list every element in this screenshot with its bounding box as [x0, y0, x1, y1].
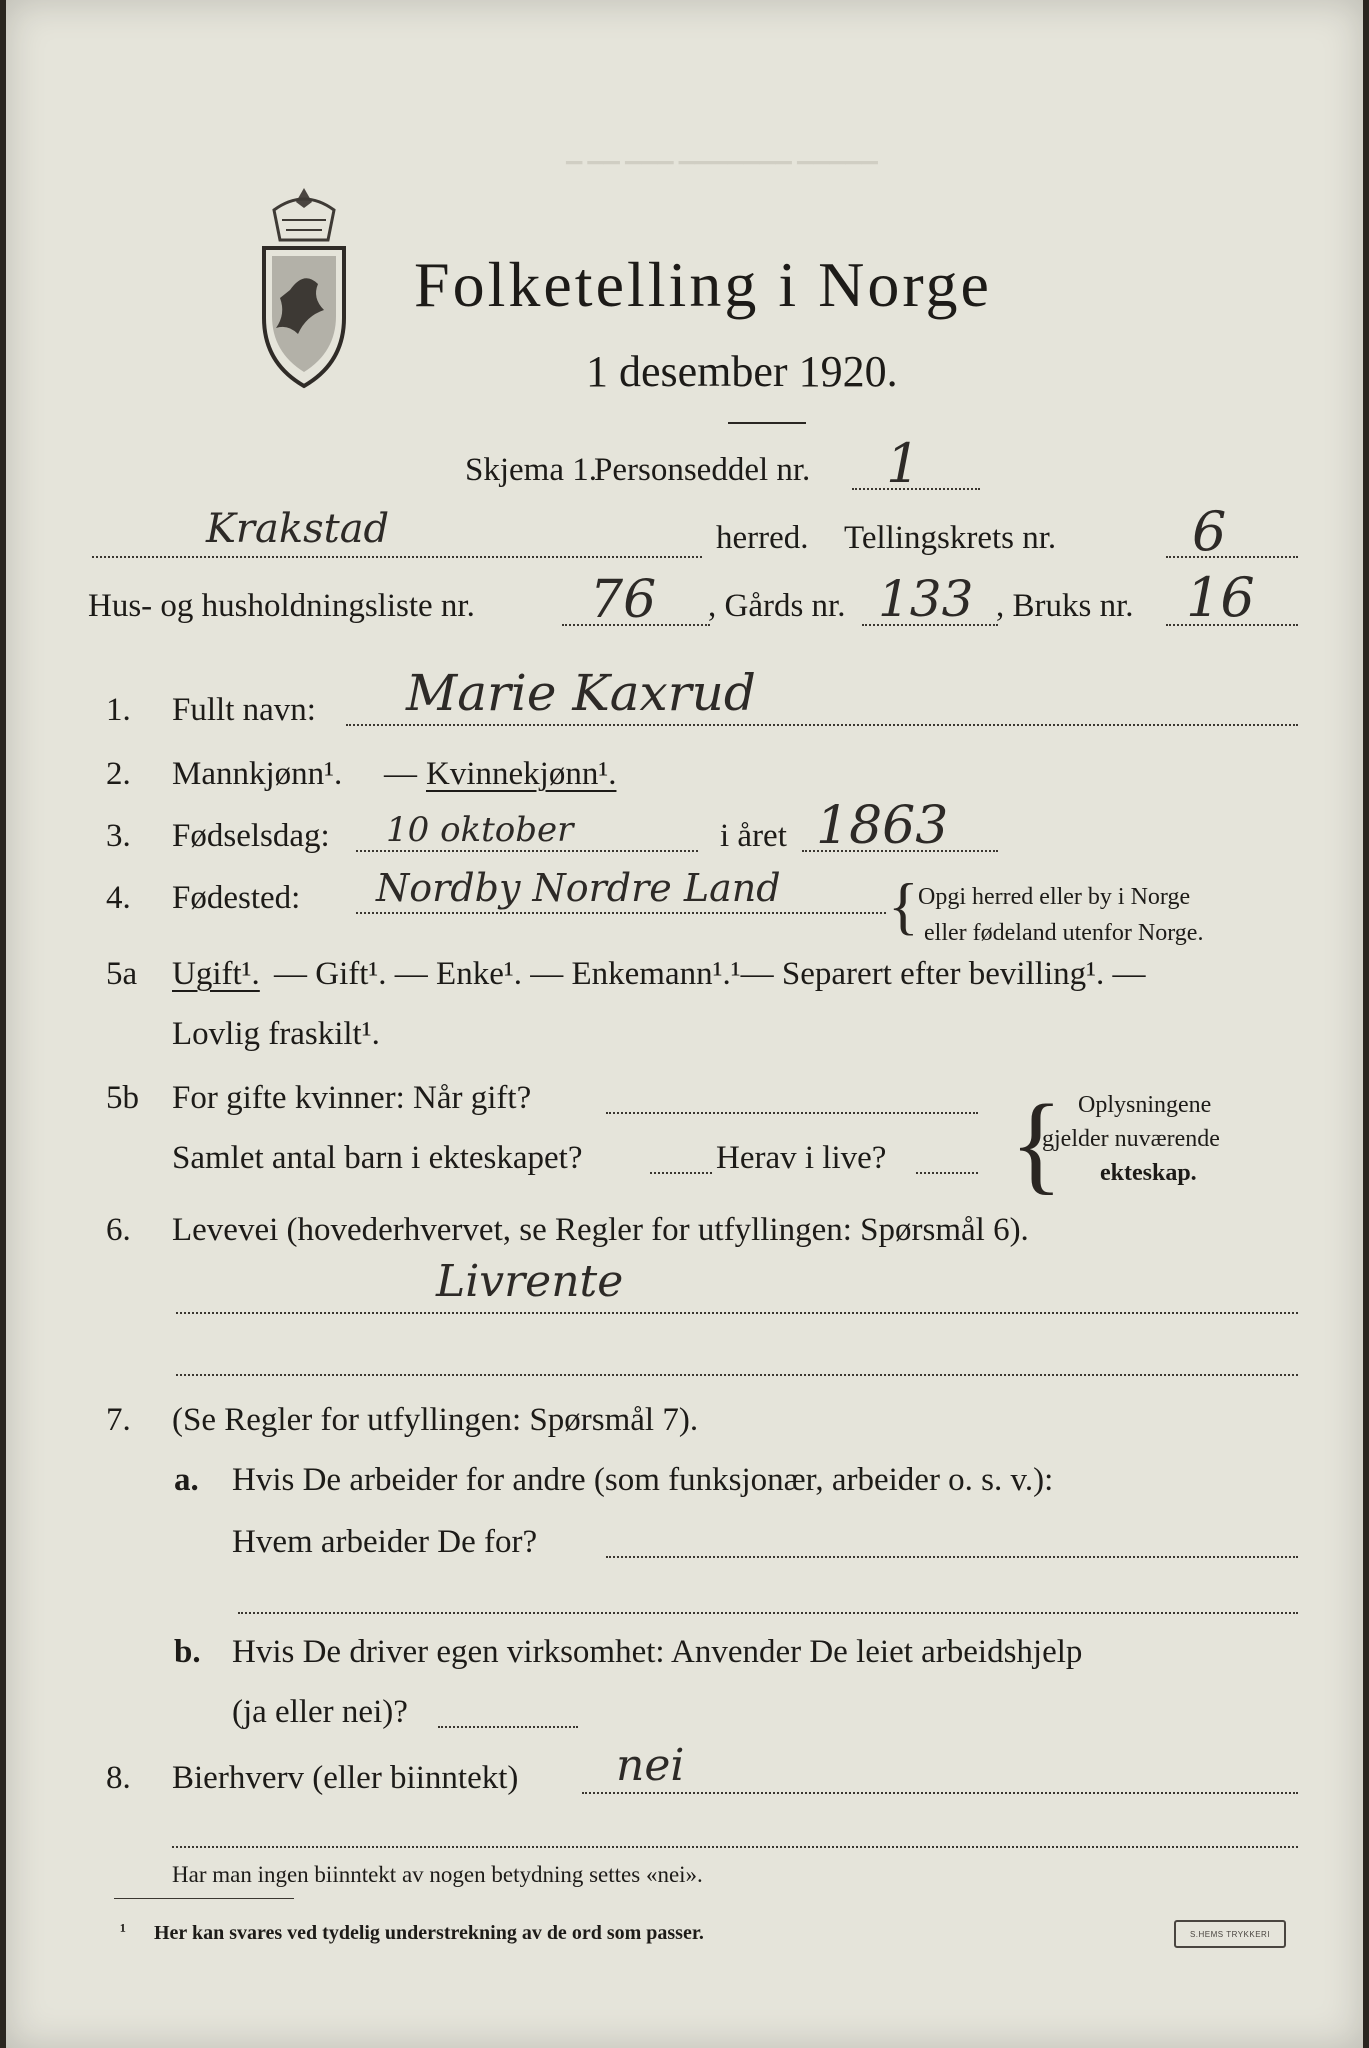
q7a-line2: Hvem arbeider De for?	[232, 1524, 538, 1560]
q6-line1	[176, 1312, 1298, 1314]
q3-year-label: i året	[720, 818, 787, 854]
q6-line2	[176, 1374, 1298, 1376]
q5b-note-line1: Oplysningene	[1078, 1092, 1212, 1118]
form-title: Folketelling i Norge	[414, 249, 992, 320]
q5b-note-line2: gjelder nuværende	[1042, 1126, 1220, 1152]
q8-value: nei	[616, 1740, 685, 1791]
q5b-married-line	[606, 1112, 978, 1114]
q3-label: Fødselsdag:	[172, 818, 330, 854]
bruks-value: 16	[1186, 566, 1255, 629]
title-divider	[728, 422, 806, 424]
personseddel-label: Personseddel nr.	[594, 452, 811, 488]
q4-note-line2: eller fødeland utenfor Norge.	[924, 920, 1204, 946]
q1-value: Marie Kaxrud	[406, 664, 756, 722]
coat-of-arms-icon	[244, 180, 364, 390]
footer-note: Har man ingen biinntekt av nogen betydning settes «nei».	[172, 1862, 703, 1887]
herred-line	[92, 556, 702, 558]
q8-number: 8.	[106, 1760, 131, 1796]
q3-year-value: 1863	[816, 796, 949, 856]
q6-value: Livrente	[436, 1256, 624, 1307]
printer-stamp	[1174, 1920, 1286, 1948]
q2-number: 2.	[106, 756, 131, 792]
tellingskrets-label: Tellingskrets nr.	[844, 520, 1057, 556]
q4-note-line1: Opgi herred eller by i Norge	[918, 884, 1191, 910]
q8-line2	[172, 1846, 1298, 1848]
schema-label: Skjema 1.	[465, 452, 597, 488]
q5b-alive-label: Herav i live?	[716, 1140, 887, 1176]
tellingskrets-line	[1166, 556, 1298, 558]
tellingskrets-value: 6	[1192, 500, 1227, 563]
q7-number: 7.	[106, 1402, 131, 1438]
q3-value: 10 oktober	[386, 810, 574, 850]
q5b-line1: For gifte kvinner: Når gift?	[172, 1080, 532, 1116]
q5a-number: 5a	[106, 956, 138, 992]
q6-label: Levevei (hovederhvervet, se Regler for utfyllingen: Spørsmål 6).	[172, 1212, 1029, 1248]
q5b-note-line3: ekteskap.	[1100, 1160, 1197, 1186]
q8-line1	[582, 1792, 1298, 1794]
q3-number: 3.	[106, 818, 131, 854]
q2-dash: —	[384, 756, 417, 792]
census-form-page	[6, 0, 1363, 2048]
q2-male: Mannkjønn¹.	[172, 756, 343, 792]
q7a-letter: a.	[174, 1462, 199, 1498]
footnote-text: Her kan svares ved tydelig understrekning av de ord som passer.	[154, 1922, 704, 1944]
gards-value: 133	[878, 570, 974, 628]
q6-number: 6.	[106, 1212, 131, 1248]
q7-label: (Se Regler for utfyllingen: Spørsmål 7).	[172, 1402, 699, 1438]
gards-label: , Gårds nr.	[708, 588, 846, 624]
q5a-line2: Lovlig fraskilt¹.	[172, 1016, 380, 1052]
footnote-divider	[114, 1898, 294, 1899]
herred-value: Krakstad	[206, 506, 390, 552]
personseddel-value: 1	[886, 432, 921, 495]
herred-label: herred.	[716, 520, 809, 556]
q4-value: Nordby Nordre Land	[376, 866, 781, 910]
q4-number: 4.	[106, 880, 131, 916]
q7b-letter: b.	[174, 1634, 201, 1670]
q1-line	[346, 724, 1298, 726]
q7a-answer-line2	[238, 1612, 1298, 1614]
q7b-answer-line	[438, 1726, 578, 1728]
q5b-children-line	[650, 1172, 712, 1174]
q4-brace: {	[888, 870, 919, 941]
q5a-ugift: Ugift¹.	[172, 956, 260, 992]
q7b-line1: Hvis De driver egen virksomhet: Anvender De leiet arbeidshjelp	[232, 1634, 1083, 1670]
form-date: 1 desember 1920.	[586, 347, 898, 396]
q7a-line1: Hvis De arbeider for andre (som funksjonær, arbeider o. s. v.):	[232, 1462, 1054, 1498]
q4-label: Fødested:	[172, 880, 301, 916]
show-through-text: ▁ ▁▁ ▁▁▁ ▁▁▁▁▁▁▁ ▁▁▁▁▁	[566, 140, 878, 164]
printer-stamp-text: S.HEMS TRYKKERI	[1189, 1929, 1271, 1939]
q7a-answer-line1	[606, 1556, 1298, 1558]
q5b-alive-line	[916, 1172, 978, 1174]
q5a-options: — Gift¹. — Enke¹. — Enkemann¹.¹— Separert efter bevilling¹. —	[274, 956, 1146, 992]
husliste-label: Hus- og husholdningsliste nr.	[88, 588, 475, 624]
q5b-brace: {	[1010, 1082, 1063, 1204]
q5b-children-label: Samlet antal barn i ekteskapet?	[172, 1140, 583, 1176]
bruks-label: , Bruks nr.	[996, 588, 1134, 624]
q2-female: Kvinnekjønn¹.	[426, 756, 617, 792]
q1-label: Fullt navn:	[172, 692, 316, 728]
husliste-value: 76	[590, 570, 657, 630]
q7b-line2: (ja eller nei)?	[232, 1694, 408, 1730]
q1-number: 1.	[106, 692, 131, 728]
q5b-number: 5b	[106, 1080, 139, 1116]
q3-line	[356, 850, 698, 852]
q8-label: Bierhverv (eller biinntekt)	[172, 1760, 519, 1796]
q4-line	[356, 912, 886, 914]
footnote-mark: ¹	[120, 1920, 126, 1942]
